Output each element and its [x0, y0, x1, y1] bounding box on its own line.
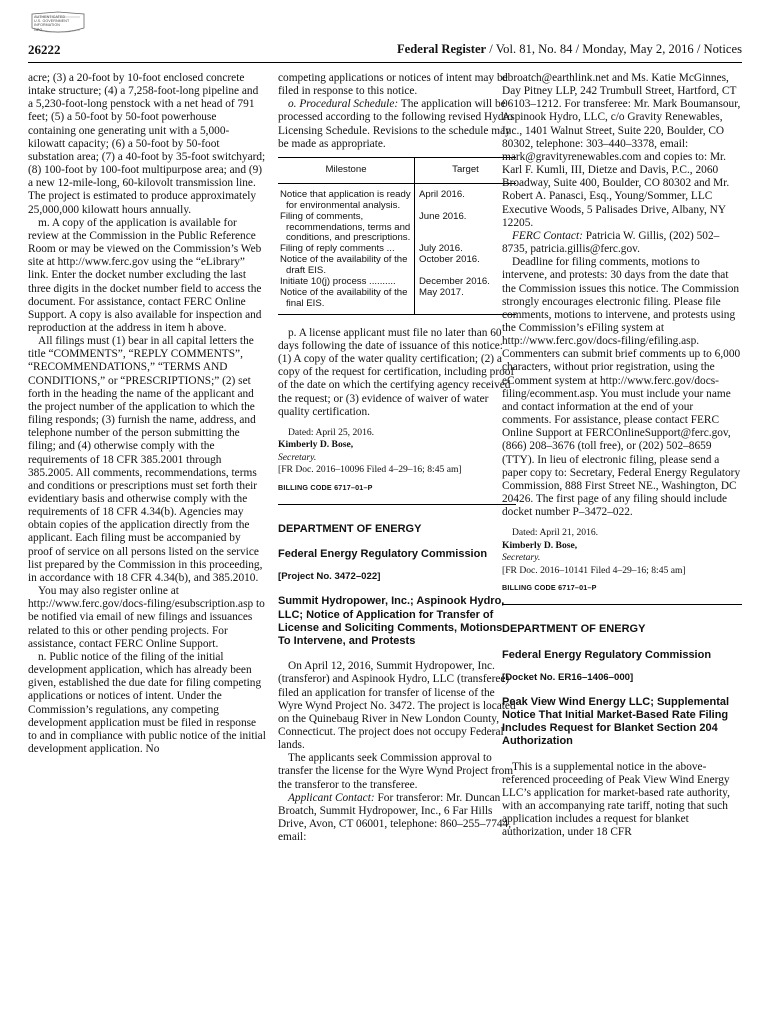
- notice-title: Peak View Wind Energy LLC; Supplemental Notice That Initial Market-Based Rate Filing Includes Request for Blanket Section 204 Authorization: [502, 695, 730, 748]
- column-3: [502, 72, 742, 840]
- agency-heading: Federal Energy Regulatory Commission: [278, 548, 488, 561]
- seal-text: [34, 15, 69, 32]
- signer-title-text: Secretary.: [502, 552, 541, 564]
- table-row: [278, 212, 516, 245]
- dated-line: Dated: April 21, 2016.: [512, 527, 599, 539]
- paragraph: competing applications or notices of intent may be filed in response to this notice.: [278, 72, 508, 98]
- paragraph: All filings must (1) bear in all capital letters the title “COMMENTS”, “REPLY COMMENTS”, “RECOMMENDATIONS,” “TERMS AND CONDITIONS,” or “PRESCRIPTIONS;” (2) set forth in the heading the name of the applicant and the project number of the application to which the filing responds; (3) furnish the name, address, and telephone number of the person submitting the filing; and (4) otherwise comply with the requirements of 18 CFR 385.2001 through 385.2005. All comments, recommendations, terms and conditions or prescriptions must set forth their evidentiary basis and otherwise comply with the requirements of 18 CFR 4.34(b). Agencies may obtain copies of the application directly from the applicant. Each filing must be accompanied by proof of service on all persons listed on the service list prepared by the Commission in this proceeding, in accordance with 18 CFR 4.34(b), and 385.2010.: [28, 335, 263, 584]
- milestone-cell: Filing of comments, recommendations, terms and conditions, and prescriptions.: [278, 212, 415, 245]
- target-cell: October 2016.: [419, 254, 480, 266]
- table-header-row: [278, 157, 516, 183]
- signer-name-text: Kimberly D. Bose,: [278, 439, 354, 451]
- paragraph: p. A license applicant must file no later than 60 days following the date of issuance of this notice: (1) A copy of the water quality certification; (2) a copy of the request for certification, including proof of the date on which the certifying agency received the request; or (3) evidence of waiver of water quality certification.: [278, 326, 515, 418]
- running-title: Federal Register / Vol. 81, No. 84 / Monday, May 2, 2016 / Notices: [396, 42, 742, 56]
- table-row: [278, 183, 516, 211]
- volume-info: Vol. 81, No. 84: [495, 42, 573, 56]
- target-cell: April 2016.: [419, 188, 465, 200]
- signer-title: [502, 552, 742, 565]
- milestone-cell: Notice of the availability of the draft EIS.: [278, 255, 415, 277]
- page-header: [28, 42, 742, 58]
- paragraph: You may also register online at http://www.ferc.gov/docs-filing/esubscription.asp to be notified via email of new filings and issuances related to this or other pending projects. For assistance, contact FERC Online Support.: [28, 585, 265, 650]
- milestone-cell: Notice of the availability of the final EIS.: [278, 288, 415, 314]
- billing-code: BILLING CODE 6717–01–P: [502, 583, 597, 593]
- page-number: 26222: [28, 42, 61, 57]
- section-divider: [502, 604, 742, 605]
- billing-code: BILLING CODE 6717–01–P: [278, 482, 373, 492]
- issue-date: Monday, May 2, 2016: [582, 42, 694, 56]
- ferc-contact-text: Patricia W. Gillis, (202) 502–8735, patricia.gillis@ferc.gov.: [502, 229, 720, 256]
- docket-number: [Project No. 3472–022]: [278, 571, 381, 583]
- docket-number: [Docket No. ER16–1406–000]: [502, 671, 634, 683]
- schedule-table: [278, 157, 516, 315]
- signer-name-text: Kimberly D. Bose,: [502, 539, 578, 551]
- table-row: [278, 288, 516, 314]
- paragraph: The applicants seek Commission approval to transfer the license for the Wyre Wynd Project from the transferor to the transferee.: [278, 752, 514, 791]
- column-header-milestone: Milestone: [278, 157, 415, 183]
- paragraph: acre; (3) a 20-foot by 10-foot enclosed concrete intake structure; (4) a 7,258-foot-long pipeline and a 5,230-foot-long penstock with a net head of 791 feet; (5) a 50-foot by 50-foot powerhouse containing one generating unit with a 5,000-kilowatt capacity; (6) a 50-foot by 50-foot substation area; (7) a 40-foot by 35-foot switchyard; (8) 100-foot by 100-foot multipurpose area; and (9) a new 12-mile-long, 60-kilovolt transmission line. The project is estimated to produce approximately 25,000,000 kilowatt hours annually.: [28, 72, 266, 216]
- target-cell: July 2016.: [419, 243, 463, 255]
- gpo-seal-icon: [28, 10, 88, 36]
- column-header-target: Target: [415, 157, 517, 183]
- seal-line: AUTHENTICATED: [34, 15, 66, 19]
- section-name: Notices: [703, 42, 742, 56]
- target-cell: December 2016.: [419, 276, 490, 288]
- milestone-cell: Notice that application is ready for environmental analysis.: [278, 183, 415, 211]
- column-1: [28, 72, 266, 756]
- notice-title: Summit Hydropower, Inc.; Aspinook Hydro, LLC; Notice of Application for Transfer of License and Soliciting Comments, Motions To Intervene, and Protests: [278, 595, 505, 647]
- contact-text: For transferor: Mr. Duncan Broatch, Summit Hydropower, Inc., 6 Far Hills Drive, Avon, CT 06001, telephone: 860–255–7744, email:: [278, 791, 512, 844]
- department-heading: DEPARTMENT OF ENERGY: [502, 623, 646, 636]
- paragraph: n. Public notice of the filing of the initial development application, which has already been given, established the due date for filing competing applications or notices of intent. Under the Commission’s regulations, any competing development application must be filed in response to and in compliance with public notice of the initial development application. No: [28, 650, 266, 755]
- contact-label: Applicant Contact:: [288, 791, 375, 804]
- header-rule: [28, 62, 742, 63]
- publication-name: Federal Register: [396, 42, 487, 56]
- paragraph: [502, 230, 742, 256]
- paragraph: [278, 98, 516, 151]
- department-heading: DEPARTMENT OF ENERGY: [278, 523, 422, 536]
- table-row: [278, 255, 516, 277]
- schedule-label: o. Procedural Schedule:: [288, 98, 399, 111]
- dated-line: Dated: April 25, 2016.: [288, 426, 375, 438]
- agency-heading: Federal Energy Regulatory Commission: [502, 648, 712, 661]
- paragraph: On April 12, 2016, Summit Hydropower, Inc. (transferor) and Aspinook Hydro, LLC (transferee) filed an application for transfer of license of the Wyre Wynd Project No. 3472. The project is located on the Quinebaug River in New London County, Connecticut. The project does not occupy Federal lands.: [278, 660, 516, 752]
- schedule-text: The application will be processed according to the following revised Hydro Licensing Schedule. Revisions to the schedule may be made as appropriate.: [278, 98, 514, 150]
- target-cell: May 2017.: [415, 288, 517, 314]
- ferc-contact-label: FERC Contact:: [512, 229, 583, 242]
- signer-title-text: Secretary.: [278, 451, 317, 463]
- milestone-cell: Filing of reply comments ...: [278, 244, 415, 255]
- signer-name: [278, 439, 516, 452]
- paragraph: dbroatch@earthlink.net and Ms. Katie McGinnes, Day Pitney LLP, 242 Trumbull Street, Hartford, CT 06103–1212. For transferee: Mr. Mark Boumansour, Aspinook Hydro, LLC, c/o Gravity Renewables, Inc., 1401 Walnut Street, Suite 220, Boulder, CO 80302, telephone: 303–440–3378, email: mark@gravityrenewables.com and copies to: Mr. Karl F. Kumli, III, Dietze and Davis, P.C., 2060 Broadway, Suite 400, Boulder, CO 80302 and Mr. Robert A. Panasci, Esq., Young/Sommer, LLC Executive Woods, 5 Palisades Drive, Albany, NY 12205.: [502, 72, 741, 229]
- fr-doc-line: [FR Doc. 2016–10096 Filed 4–29–16; 8:45 am]: [278, 464, 462, 476]
- paragraph: Deadline for filing comments, motions to intervene, and protests: 30 days from the date that the Commission issues this notice. The Commission strongly encourages electronic filing. Please file comments, motions to intervene, and protests using the Commission’s eFiling system at http://www.ferc.gov/docs-filing/efiling.asp. Commenters can submit brief comments up to 6,000 characters, without prior registration, using the eComment system at http://www.ferc.gov/docs-filing/ecomment.asp. You must include your name and contact information at the end of your comments. For assistance, please contact FERC Online Support at FERCOnlineSupport@ferc.gov, (866) 208–3676 (toll free), or (202) 502–8659 (TTY). In lieu of electronic filing, please send a paper copy to: Secretary, Federal Energy Regulatory Commission, 888 First Street NE., Washington, DC 20426. The first page of any filing should include docket number P–3472–022.: [502, 256, 741, 519]
- fr-doc-line: [FR Doc. 2016–10141 Filed 4–29–16; 8:45 am]: [502, 564, 686, 576]
- seal-line: GPO: [34, 27, 43, 32]
- seal-line: U.S. GOVERNMENT: [34, 19, 70, 24]
- seal-line: INFORMATION: [34, 23, 60, 28]
- paragraph: This is a supplemental notice in the above-referenced proceeding of Peak View Wind Energy LLC’s application for market-based rate authority, with an accompanying rate tariff, noting that such application includes a request for blanket authorization, under 18 CFR: [502, 760, 730, 839]
- signer-title: [278, 452, 516, 465]
- milestone-cell: Initiate 10(j) process ..........: [278, 277, 415, 288]
- target-cell: June 2016.: [419, 210, 467, 222]
- paragraph: [278, 792, 516, 845]
- column-2: [278, 72, 516, 844]
- signer-name: [502, 540, 742, 553]
- paragraph: m. A copy of the application is available for review at the Commission in the Public Reference Room or may be viewed on the Commission’s Web site at http://www.ferc.gov using the “eLibrary” link. Enter the docket number excluding the last three digits in the docket number field to access the document. For assistance, contact FERC Online Support. A copy is also available for inspection and reproduction at the address in item h above.: [28, 216, 262, 334]
- section-divider: [278, 504, 516, 505]
